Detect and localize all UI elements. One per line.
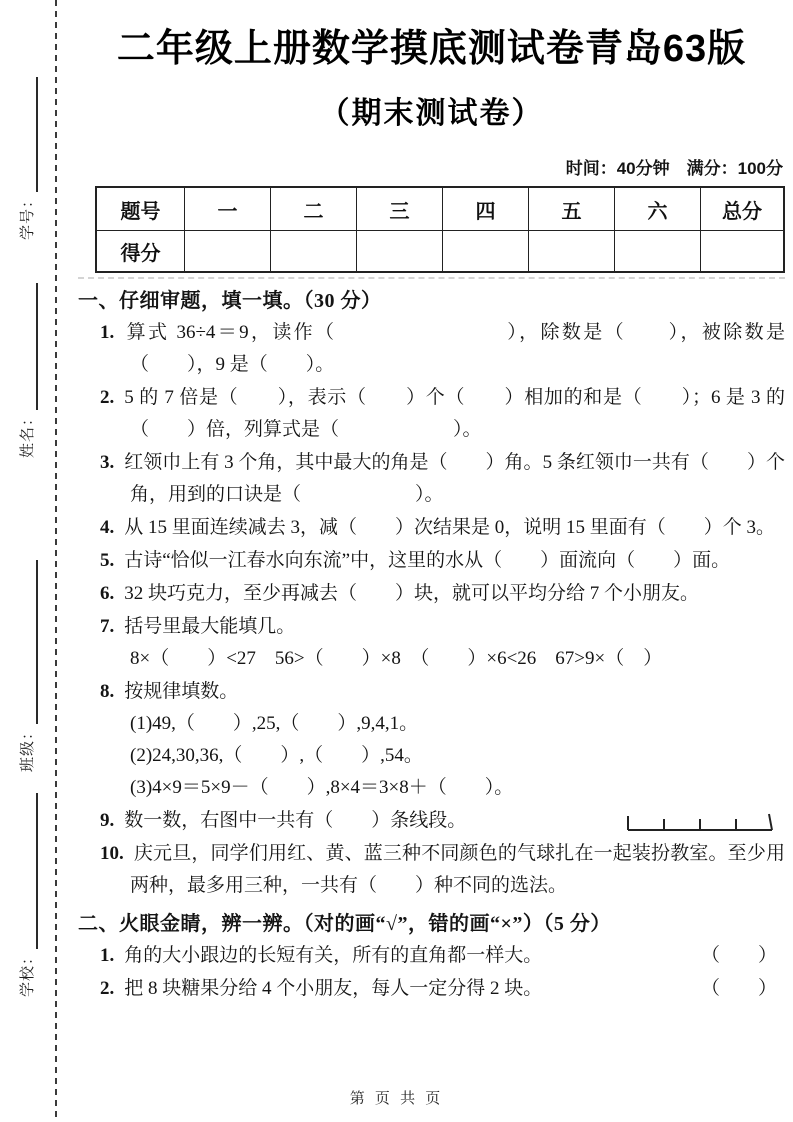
fold-dashed-line xyxy=(55,0,57,1122)
question-8 xyxy=(100,676,785,804)
score-header-cell: 二 xyxy=(271,187,357,231)
student-field-name xyxy=(12,283,38,458)
question-5 xyxy=(100,545,785,577)
question-number: 1. xyxy=(100,945,115,966)
question-text: 把 8 块糖果分给 4 个小朋友，每人一定分得 2 块。 xyxy=(124,978,543,999)
score-table xyxy=(95,186,785,273)
question-text: 古诗“恰似一江春水向东流”中，这里的水从（ ）面流向（ ）面。 xyxy=(124,550,731,571)
question-7-expressions: 8×（ ）<27 56>（ ）×8 （ ）×6<26 67>9×（ ） xyxy=(130,648,663,669)
paper-content xyxy=(78,0,785,1006)
question-2 xyxy=(100,382,785,446)
fill-in-line xyxy=(12,283,38,410)
fill-in-line xyxy=(12,793,38,949)
exam-time-score-meta: 时间：40分钟 满分：100分 xyxy=(565,159,783,178)
student-field-class xyxy=(12,560,38,772)
question-text: 32 块巧克力，至少再减去（ ）块，就可以平均分给 7 个小朋友。 xyxy=(124,583,700,604)
question-text: 5 的 7 倍是（ ），表示（ ）个（ ）相加的和是（ ）；6 是 3 的（ ）倍，列算式是（ ）。 xyxy=(124,387,785,440)
answer-blank: （ ） xyxy=(700,945,777,966)
score-header-cell: 四 xyxy=(443,187,529,231)
question-6 xyxy=(100,578,785,610)
question-number: 5. xyxy=(100,550,115,571)
question-8-subitem-1: (1)49,（ ）,25,（ ）,9,4,1。 xyxy=(130,713,419,734)
score-table-score-row xyxy=(96,231,784,273)
section2-heading: 二、火眼金睛，辨一辨。（对的画“√”，错的画“×”）（5 分） xyxy=(78,913,611,935)
score-cell xyxy=(357,231,443,273)
question-text: 按规律填数。 xyxy=(124,681,239,702)
question-number: 4. xyxy=(100,517,115,538)
score-header-cell: 五 xyxy=(529,187,615,231)
score-cell xyxy=(443,231,529,273)
question-number: 9. xyxy=(100,810,115,831)
question-number: 2. xyxy=(100,978,115,999)
score-cell xyxy=(529,231,615,273)
question-8-subitem-3: (3)4×9＝5×9－（ ）,8×4＝3×8＋（ ）。 xyxy=(130,777,514,798)
line-segment-figure xyxy=(625,809,775,833)
question-number: 6. xyxy=(100,583,115,604)
section1-heading: 一、仔细审题，填一填。（30 分） xyxy=(78,290,382,312)
question-text: 红领巾上有 3 个角，其中最大的角是（ ）角。5 条红领巾一共有（ ）个角，用到的口诀是（ ）。 xyxy=(124,452,785,505)
question-10 xyxy=(100,838,785,902)
answer-blank: （ ） xyxy=(700,978,777,999)
score-cell xyxy=(185,231,271,273)
true-false-question-2 xyxy=(100,973,785,1005)
student-field-school xyxy=(12,793,38,997)
student-school-label: 学校： xyxy=(19,948,36,997)
question-8-subitem-2: (2)24,30,36,（ ）,（ ）,54。 xyxy=(130,745,423,766)
question-number: 1. xyxy=(100,322,115,343)
divider xyxy=(78,277,785,279)
question-number: 3. xyxy=(100,452,115,473)
fill-in-line xyxy=(12,560,38,724)
paper-subtitle: （期末测试卷） xyxy=(319,97,544,130)
student-field-number xyxy=(12,77,38,240)
score-cell xyxy=(615,231,701,273)
score-cell xyxy=(271,231,357,273)
fill-in-line xyxy=(12,77,38,192)
page-footer: 第 页 共 页 xyxy=(349,1090,444,1107)
question-4 xyxy=(100,512,785,544)
question-text: 从 15 里面连续减去 3，减（ ）次结果是 0，说明 15 里面有（ ）个 3。 xyxy=(124,517,776,538)
score-header-cell: 三 xyxy=(357,187,443,231)
score-cell xyxy=(701,231,785,273)
question-7 xyxy=(100,611,785,675)
question-number: 8. xyxy=(100,681,115,702)
score-header-cell: 题号 xyxy=(96,187,185,231)
student-number-label: 学号： xyxy=(19,191,36,240)
question-9 xyxy=(100,805,785,837)
question-number: 2. xyxy=(100,387,115,408)
student-class-label: 班级： xyxy=(19,723,36,772)
question-text: 数一数，右图中一共有（ ）条线段。 xyxy=(124,810,467,831)
true-false-question-1 xyxy=(100,940,785,972)
score-header-cell: 总分 xyxy=(701,187,785,231)
question-text: 角的大小跟边的长短有关，所有的直角都一样大。 xyxy=(124,945,543,966)
question-text: 括号里最大能填几。 xyxy=(124,616,296,637)
question-number: 10. xyxy=(100,843,124,864)
score-header-cell: 六 xyxy=(615,187,701,231)
score-table-header-row xyxy=(96,187,784,231)
question-text: 庆元旦，同学们用红、黄、蓝三种不同颜色的气球扎在一起装扮教室。至少用两种，最多用三种，一共有（ ）种不同的选法。 xyxy=(130,843,785,896)
paper-title: 二年级上册数学摸底测试卷青岛63版 xyxy=(116,28,747,70)
score-header-cell: 一 xyxy=(185,187,271,231)
student-name-label: 姓名： xyxy=(19,409,36,458)
question-text: 算式 36÷4＝9，读作（ ），除数是（ ），被除数是（ ），9 是（ ）。 xyxy=(124,322,785,375)
question-number: 7. xyxy=(100,616,115,637)
question-1 xyxy=(100,317,785,381)
question-3 xyxy=(100,447,785,511)
score-row-label: 得分 xyxy=(96,231,185,273)
